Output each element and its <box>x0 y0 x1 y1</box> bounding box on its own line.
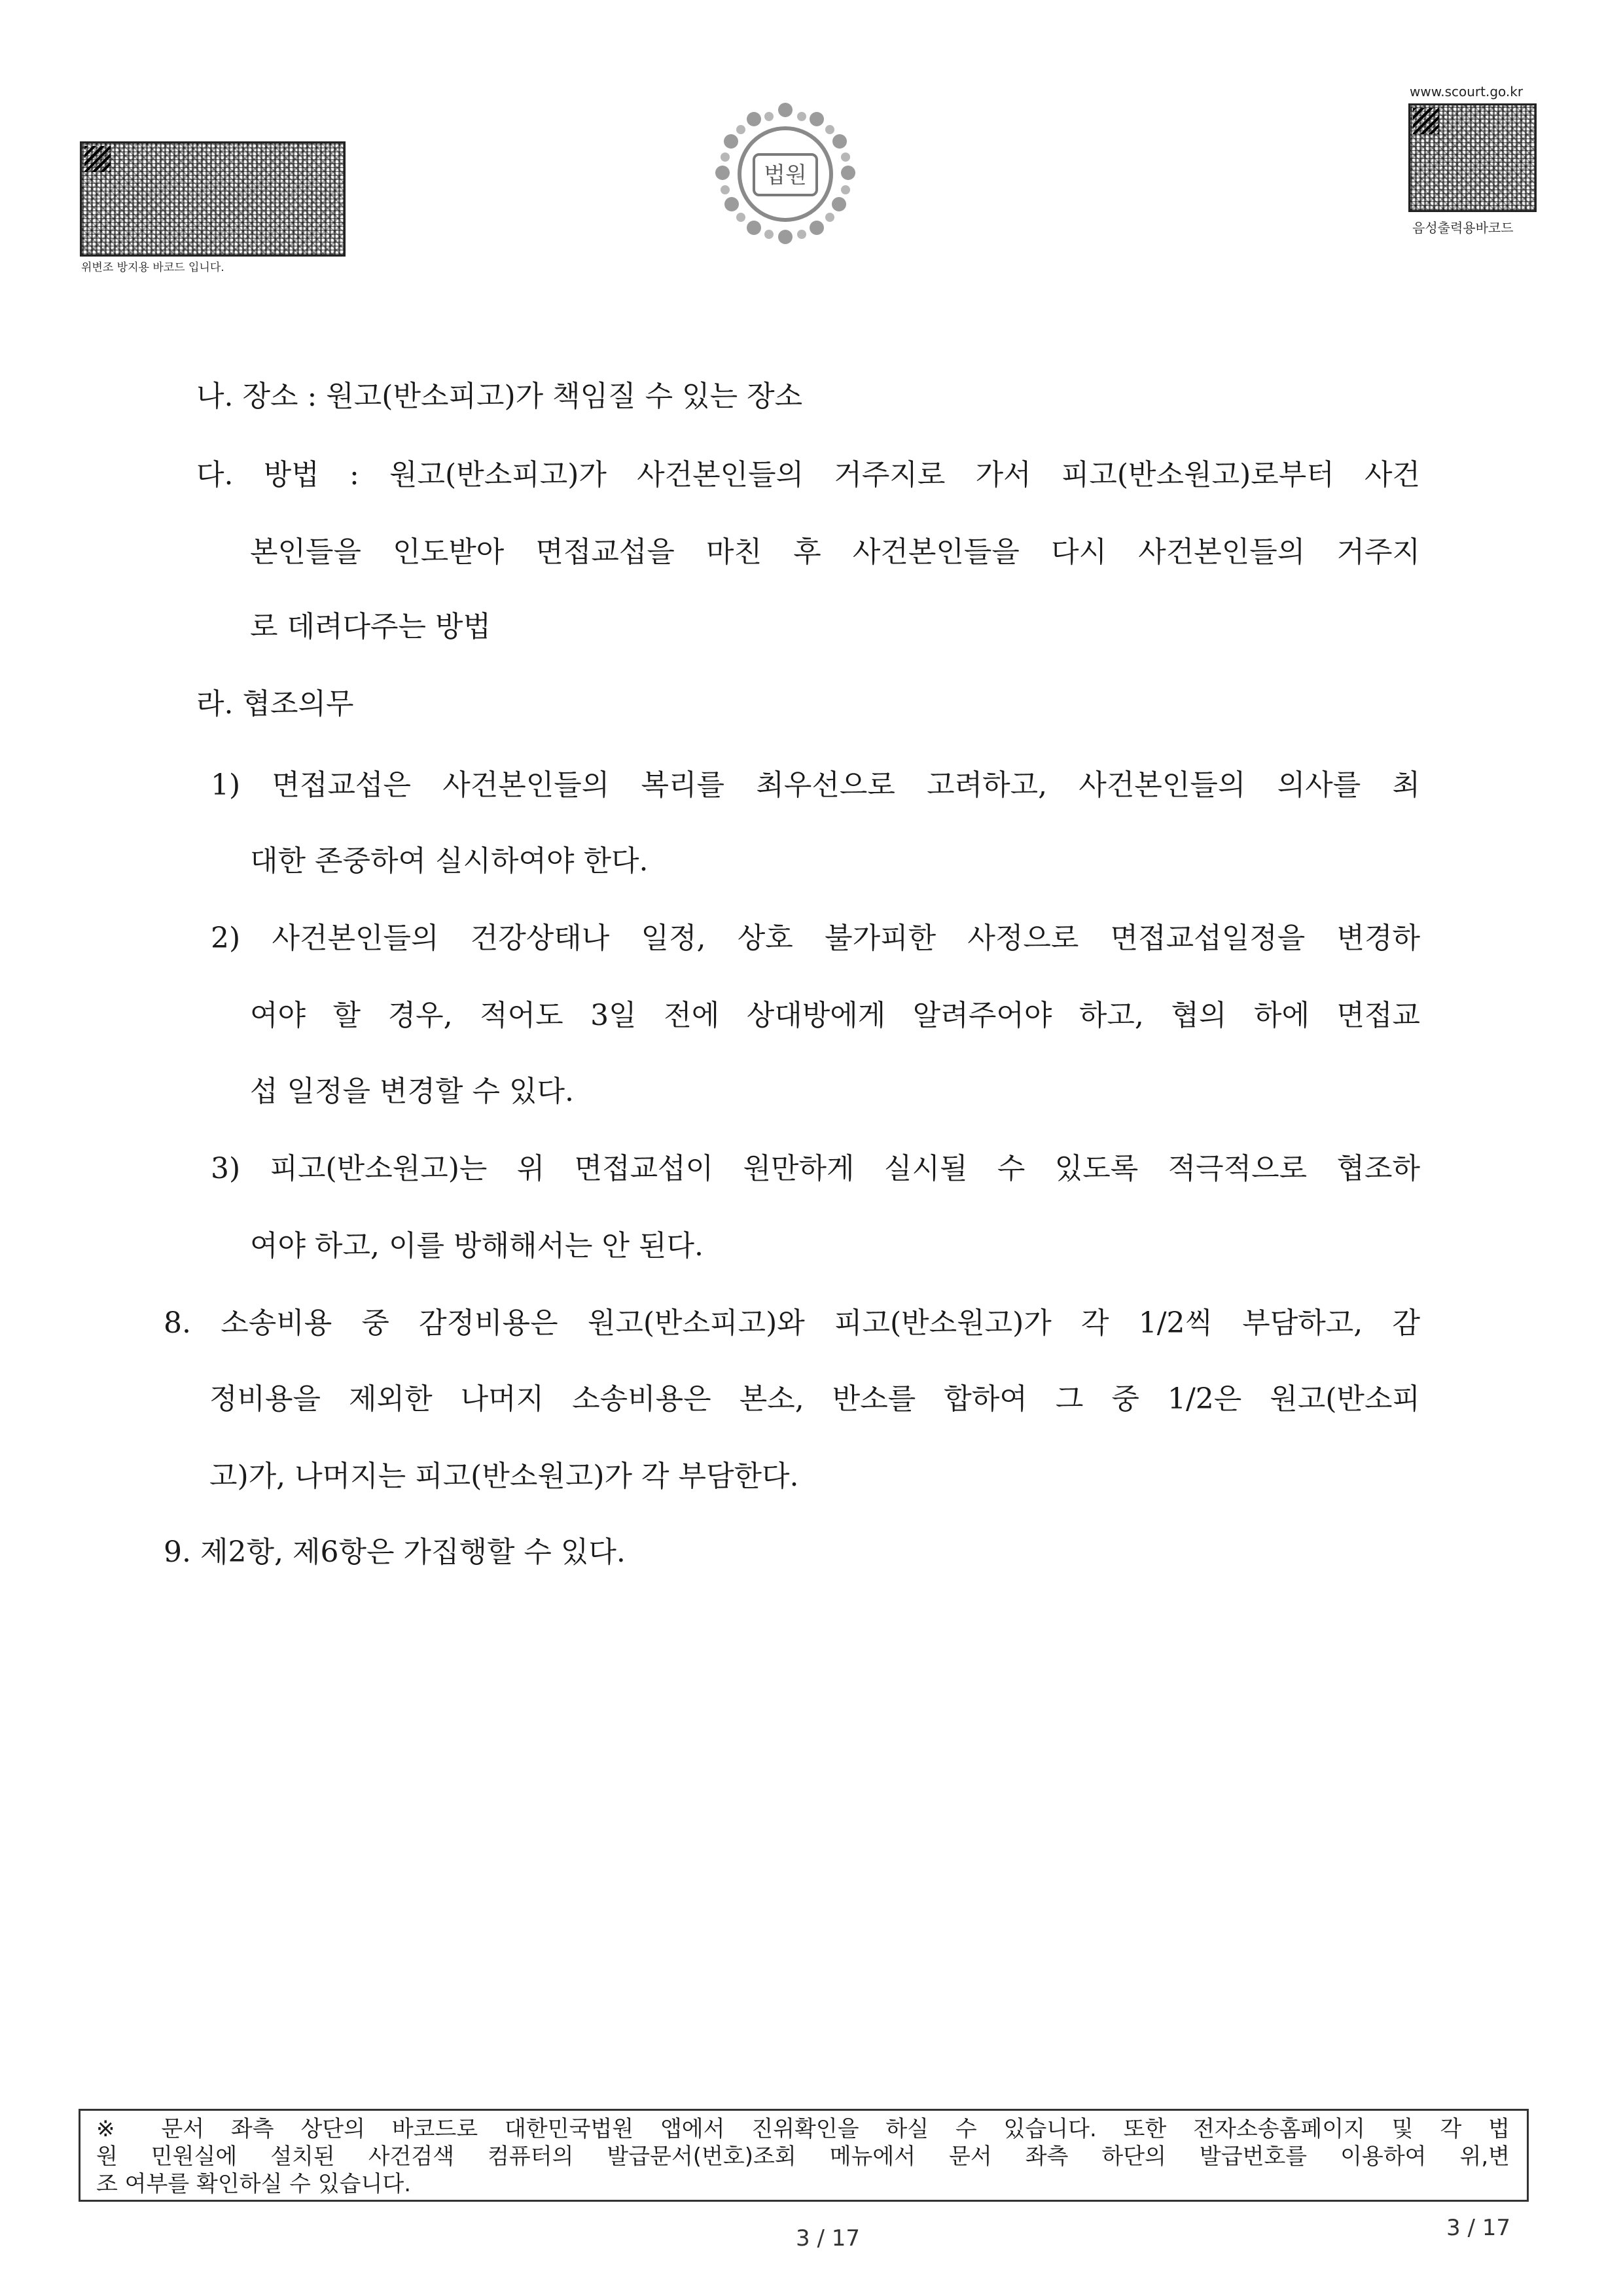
audio-output-barcode-caption: 음성출력용바코드 <box>1412 220 1514 236</box>
item-method-cont-2: 로 데려다주는 방법 <box>250 610 491 643</box>
item-method: 다. 방법 : 원고(반소피고)가 사건본인들의 거주지로 가서 피고(반소원고)로부터 사건 <box>196 458 1420 492</box>
item-method-cont-1: 본인들을 인도받아 면접교섭을 마친 후 사건본인들을 다시 사건본인들의 거주지 <box>250 535 1420 569</box>
audio-output-barcode <box>1408 103 1537 212</box>
notice-line-2: 원 민원실에 설치된 사건검색 컴퓨터의 발급문서(번호)조회 메뉴에서 문서 좌측 하단의 발급번호를 이용하여 위,변 <box>96 2144 1510 2170</box>
item-8-costs-cont-1: 정비용을 제외한 나머지 소송비용은 본소, 반소를 합하여 그 중 1/2은 원고(반소피 <box>209 1382 1420 1416</box>
verification-notice-box <box>79 2109 1529 2202</box>
item-cooperation: 라. 협조의무 <box>196 687 354 721</box>
notice-line-3: 조 여부를 확인하실 수 있습니다. <box>96 2171 412 2197</box>
item-8-costs: 8. 소송비용 중 감정비용은 원고(반소피고)와 피고(반소원고)가 각 1/2씩 부담하고, 감 <box>164 1306 1420 1340</box>
cooperation-1: 1) 면접교섭은 사건본인들의 복리를 최우선으로 고려하고, 사건본인들의 의사를 최 <box>211 768 1420 802</box>
anti-forgery-barcode-caption: 위변조 방지용 바코드 입니다. <box>81 261 224 274</box>
item-9-provisional-execution: 9. 제2항, 제6항은 가집행할 수 있다. <box>164 1535 626 1569</box>
cooperation-2: 2) 사건본인들의 건강상태나 일정, 상호 불가피한 사정으로 면접교섭일정을 변경하 <box>211 922 1420 955</box>
anti-forgery-barcode <box>80 141 346 257</box>
cooperation-2-cont-2: 섭 일정을 변경할 수 있다. <box>250 1075 574 1108</box>
notice-line-1: ※ 문서 좌측 상단의 바코드로 대한민국법원 앱에서 진위확인을 하실 수 있습니다. 또한 전자소송홈페이지 및 각 법 <box>96 2116 1510 2142</box>
cooperation-2-cont-1: 여야 할 경우, 적어도 3일 전에 상대방에게 알려주어야 하고, 협의 하에 면접교 <box>250 999 1420 1032</box>
cooperation-3: 3) 피고(반소원고)는 위 면접교섭이 원만하게 실시될 수 있도록 적극적으로 협조하 <box>211 1152 1420 1185</box>
page-number: 3 / 17 <box>796 2225 860 2251</box>
court-seal-text: 법원 <box>764 162 807 188</box>
page-number-right: 3 / 17 <box>1446 2215 1510 2241</box>
cooperation-1-cont: 대한 존중하여 실시하여야 한다. <box>250 844 649 878</box>
court-url: www.scourt.go.kr <box>1410 84 1524 99</box>
item-8-costs-cont-2: 고)가, 나머지는 피고(반소원고)가 각 부담한다. <box>209 1460 799 1493</box>
barcode-corner-mark <box>1413 108 1439 134</box>
item-place: 나. 장소 : 원고(반소피고)가 책임질 수 있는 장소 <box>196 380 803 413</box>
cooperation-3-cont: 여야 하고, 이를 방해해서는 안 된다. <box>250 1229 704 1263</box>
barcode-corner-mark <box>84 146 111 172</box>
